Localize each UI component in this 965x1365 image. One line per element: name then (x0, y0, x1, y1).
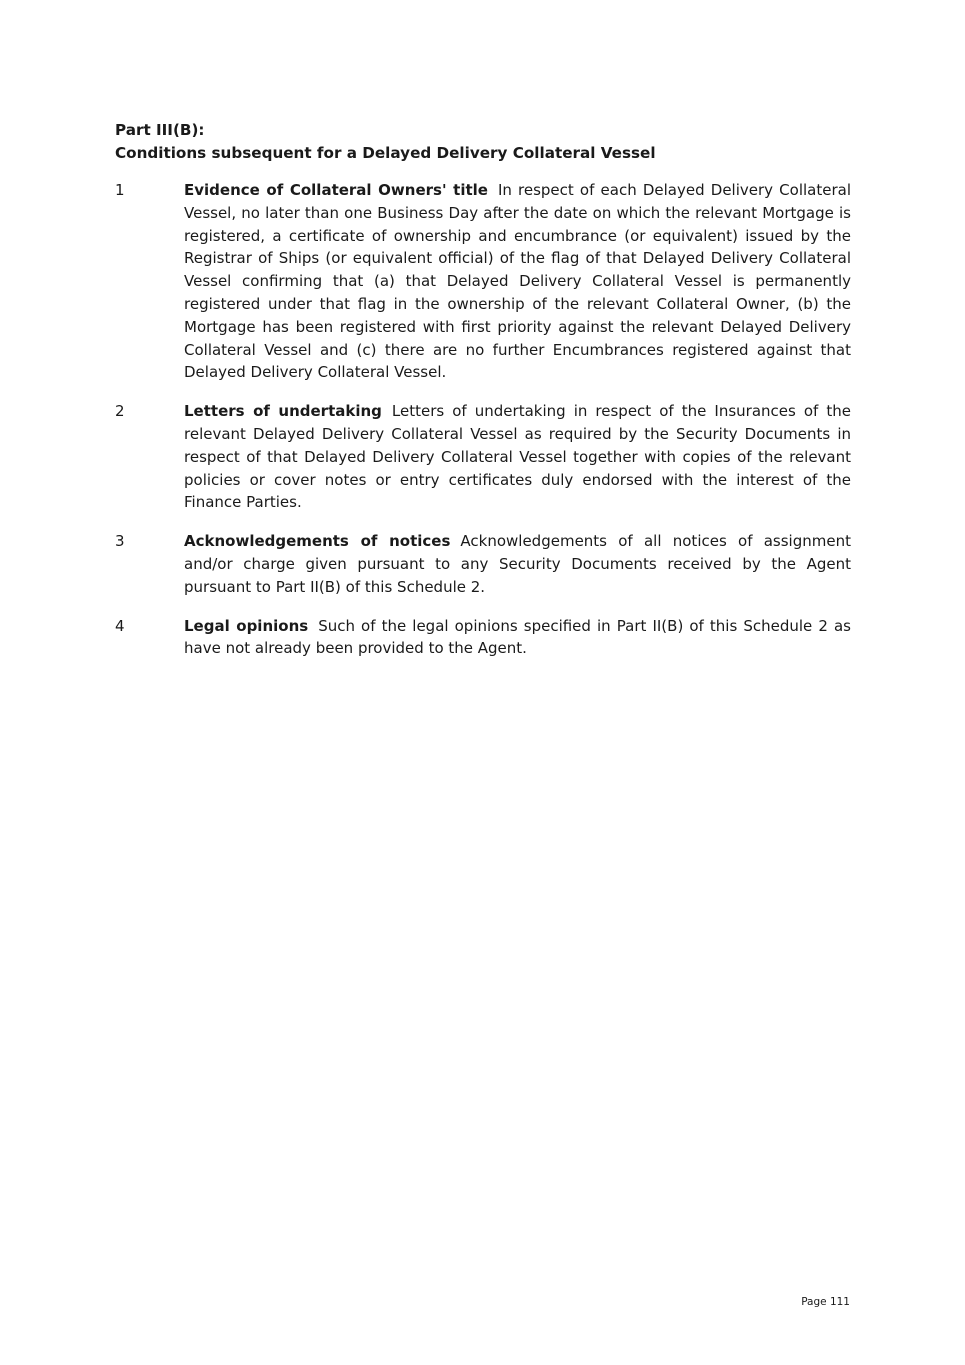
clause-text: In respect of each Delayed Delivery Collateral Vessel, no later than one Business Day after the date on which the relevant Mortgage is registered, a certificate of ownership and encumbrance (or equivalent) issued by the Registrar of Ships (or equivalent official) of the flag of that Delayed Delivery Collateral Vessel confirming that (a) that Delayed Delivery Collateral Vessel is permanently registered under that flag in the ownership of the relevant Collateral Owner, (b) the Mortgage has been registered with first priority against the relevant Delayed Delivery Collateral Vessel and (c) there are no further Encumbrances registered against that Delayed Delivery Collateral Vessel. (184, 181, 851, 382)
clause-text: Acknowledgements of all notices of assignment and/or charge given pursuant to any Security Documents received by the Agent pursuant to Part II(B) of this Schedule 2. (184, 532, 851, 596)
clause-body (184, 615, 851, 661)
clause-title: Evidence of Collateral Owners' title (184, 181, 488, 199)
clause-item (115, 530, 851, 598)
clause-text: Such of the legal opinions specified in Part II(B) of this Schedule 2 as have not already been provided to the Agent. (184, 616, 851, 658)
clause-body (184, 179, 851, 384)
clause-body (184, 530, 851, 598)
clause-list (115, 179, 851, 676)
clause-item (115, 400, 851, 514)
clause-number: 3 (115, 532, 125, 551)
clause-title: Letters of undertaking (184, 402, 382, 421)
clause-item (115, 615, 851, 661)
page-number: Page 111 (801, 1296, 850, 1308)
clause-body (184, 400, 851, 514)
schedule-heading (115, 119, 855, 164)
clause-title: Legal opinions (184, 616, 309, 635)
part-title: Conditions subsequent for a Delayed Delivery Collateral Vessel (115, 143, 656, 162)
clause-text: Letters of undertaking in respect of the Insurances of the relevant Delayed Delivery Collateral Vessel as required by the Security Documents in respect of that Delayed Delivery Collateral Vessel together with copies of the relevant policies or cover notes or entry certificates duly endorsed with the interest of the Finance Parties. (184, 402, 851, 512)
clause-item (115, 179, 851, 384)
clause-title: Acknowledgements of notices (184, 532, 451, 551)
clause-number: 1 (115, 181, 125, 199)
part-label: Part III(B): (115, 121, 205, 139)
clause-number: 2 (115, 402, 125, 421)
clause-number: 4 (115, 616, 125, 635)
